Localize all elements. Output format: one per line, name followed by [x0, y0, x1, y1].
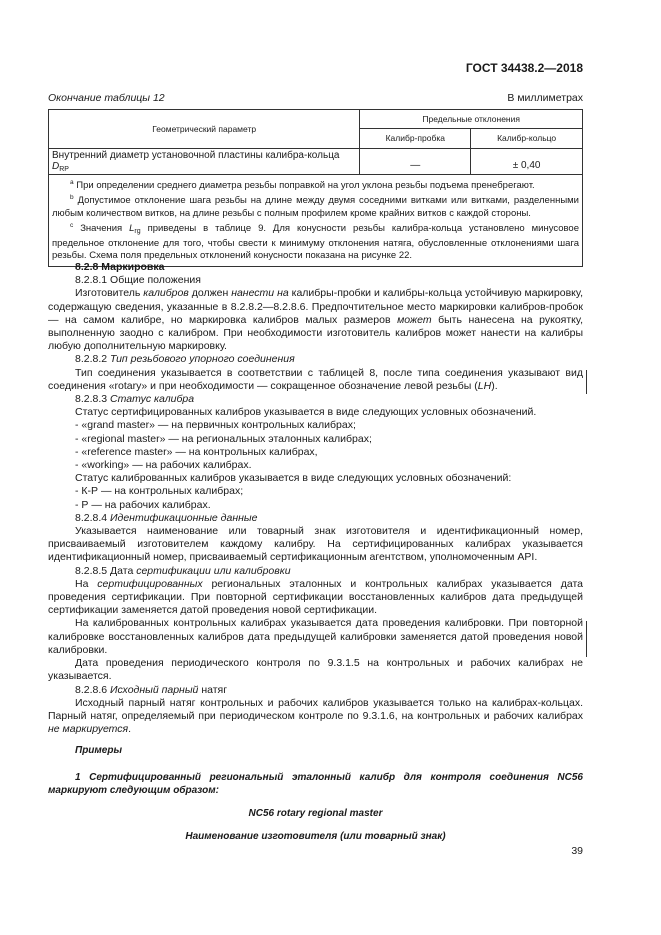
row-ring-value: ± 0,40 [471, 149, 583, 175]
tolerance-table [48, 109, 583, 267]
row-parameter-label: Внутренний диаметр установочной пластины калибра-кольца [52, 150, 340, 161]
example-marking-line-1: NC56 rotary regional master [248, 807, 383, 819]
table-notes [49, 175, 583, 267]
paragraph-periodic-control: Дата проведения периодического контроля по 9.3.1.5 на контрольных и рабочих калибрах не указывается. [48, 657, 583, 683]
section-heading-8-2-8-2: 8.2.8.2 Тип резьбового упорного соединения [75, 353, 295, 366]
paragraph-initial-standoff: Исходный парный натяг контрольных и рабочих калибров указывается только на калибрах-кольцах. Парный натяг, определяемый при периодическом контроле по 9.3.1.6, на контрольных и рабочих калибрах не маркируется. [48, 696, 583, 736]
list-item: - Р — на рабочих калибрах. [75, 498, 211, 511]
section-heading-8-2-8: 8.2.8 Маркировка [75, 261, 165, 273]
row-parameter-cell [49, 149, 360, 175]
list-item: - К-Р — на контрольных калибрах; [75, 485, 244, 498]
table-caption: Окончание таблицы 12 [48, 92, 165, 104]
header-ring-gauge: Калибр-кольцо [471, 128, 583, 148]
example-1: 1 Сертифицированный региональный эталонный калибр для контроля соединения NC56 маркируют следующим образом: [48, 771, 583, 796]
revision-marker [586, 621, 587, 657]
table-note-c: $^c$ Значения $L_{rg}$ приведены в таблице 9. Для конусности резьбы калибра-кольца установлено минусовое предельное отклонение для того, чтобы свести к минимуму отклонения натяга, обусловленные отклонениями шага резьбы. Схема поля предельных отклонений конусности показана на рисунке 22. [52, 221, 579, 262]
page-number: 39 [571, 845, 583, 857]
revision-marker [586, 370, 587, 394]
section-heading-8-2-8-4: 8.2.8.4 Идентификационные данные [75, 511, 258, 524]
table-note-a: $^a$ При определении среднего диаметра резьбы поправкой на угол уклона резьбы подъема пренебрегают. [70, 179, 535, 192]
list-item: - «grand master» — на первичных контрольных калибрах; [75, 419, 356, 432]
paragraph-general: Изготовитель калибров должен нанести на калибры-пробки и калибры-кольца устойчивую маркировку, содержащую сведения, указанные в 8.2.8.2—8.2.8.6. Предпочтительное место маркировки калибров-пробок — на самом калибре, но маркировка калибров малых размеров может быть нанесена на рукоятку, выполненную заодно с калибром. При необходимости изготовитель калибров может нанести на калибры любую дополнительную маркировку. [48, 287, 584, 353]
section-heading-8-2-8-5: 8.2.8.5 Дата сертификации или калибровки [75, 564, 291, 577]
list-item: - «regional master» — на региональных эталонных калибрах; [75, 432, 372, 445]
paragraph-identification: Указывается наименование или товарный знак изготовителя и идентификационный номер, присваиваемый изготовителем каждому калибру. На сертифицированных калибрах указывается идентификационный номер, присваиваемый сертификационным агентством, уполномоченным API. [48, 525, 583, 564]
header-plug-gauge: Калибр-пробка [360, 128, 471, 148]
list-item: - «reference master» — на контрольных калибрах, [75, 445, 318, 458]
table-header-row [49, 110, 583, 129]
document-body [48, 261, 583, 843]
section-heading-8-2-8-3: 8.2.8.3 Статус калибра [75, 393, 195, 406]
units-label: В миллиметрах [507, 92, 583, 104]
table-note-b: $^b$ Допустимое отклонение шага резьбы на длине между двумя соседними витками или витками, разделенными любым количеством витков, на длине резьбы с полным профилем кроме крайних витков с каждой стороны. [52, 194, 579, 219]
row-plug-value: — [360, 149, 471, 175]
header-limit-deviations: Предельные отклонения [360, 110, 583, 129]
examples-heading: Примеры [75, 745, 123, 757]
header-geometric-parameter: Геометрический параметр [49, 110, 360, 149]
table-row [49, 149, 583, 175]
list-item: - «working» — на рабочих калибрах. [75, 459, 252, 472]
paragraph-connection-type: Тип соединения указывается в соответствии с таблицей 8, после типа соединения указывают вид соединения «rotary» и при необходимости — сокращенное обозначение левой резьбы (LH). [48, 366, 583, 392]
paragraph-certified-status: Статус сертифицированных калибров указывается в виде следующих условных обозначений. [75, 406, 537, 419]
row-symbol-subscript: RP [59, 166, 69, 173]
paragraph-certification-date: На сертифицированных региональных эталонных и контрольных калибрах указывается дата проведения сертификации. При повторной сертификации восстановленных калибров дата предыдущей сертификации заменяется датой проведения новой сертификации. [48, 577, 583, 617]
row-symbol: D [52, 161, 60, 172]
example-marking-line-2: Наименование изготовителя (или товарный знак) [185, 831, 446, 843]
paragraph-calibration-date: На калиброванных контрольных калибрах указывается дата проведения калибровки. При повторной калибровке восстановленных калибров дата предыдущей калибровки заменяется датой проведения новой калибровки. [48, 617, 583, 656]
standard-number: ГОСТ 34438.2—2018 [465, 61, 583, 75]
section-heading-8-2-8-1: 8.2.8.1 Общие положения [75, 274, 201, 287]
section-heading-8-2-8-6: 8.2.8.6 Исходный парный натяг [75, 683, 228, 696]
paragraph-calibrated-status: Статус калиброванных калибров указывается в виде следующих условных обозначений: [75, 472, 512, 485]
table-notes-row [49, 175, 583, 267]
